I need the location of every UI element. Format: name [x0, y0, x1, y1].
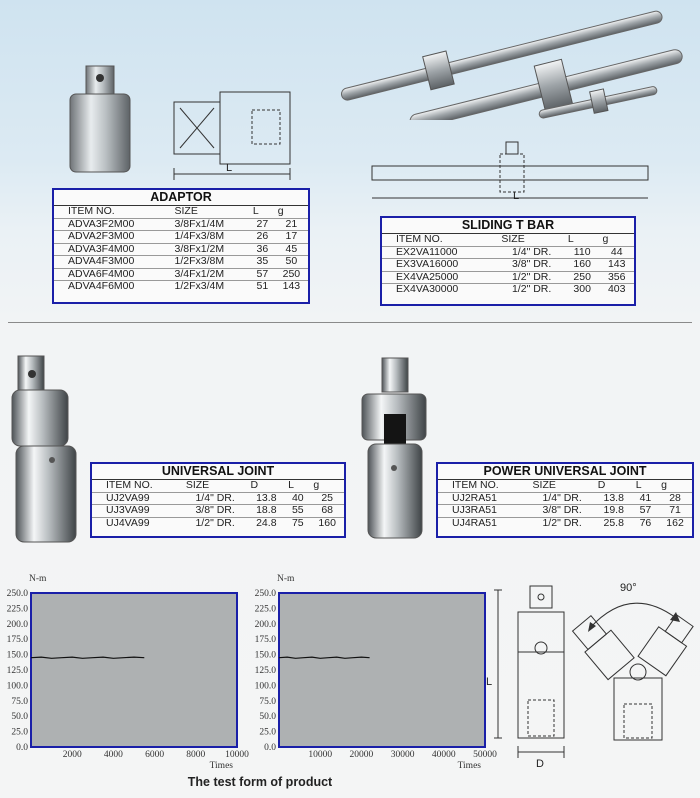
item-no: ADVA3F2M00	[54, 218, 171, 231]
y-tick-label: 200.0	[254, 619, 276, 630]
x-tick-label: 40000	[431, 750, 456, 760]
chart-plot-area	[31, 593, 237, 747]
col-l: L	[252, 205, 259, 217]
diameter: 24.8	[247, 517, 285, 529]
col-item-no: ITEM NO.	[68, 205, 115, 217]
weight: 44	[599, 246, 634, 259]
weight: 17	[275, 231, 308, 244]
item-no: EX4VA25000	[382, 271, 498, 284]
length: 41	[633, 492, 658, 505]
adaptor-title: ADAPTOR	[54, 190, 308, 206]
table-row	[92, 492, 344, 505]
size: 3/8" DR.	[498, 259, 565, 272]
table-row	[54, 256, 308, 269]
y-tick-label: 125.0	[6, 666, 28, 676]
item-no: ADVA4F6M00	[54, 281, 171, 293]
y-tick-label: 200.0	[6, 619, 28, 630]
y-tick-label: 0.0	[264, 743, 276, 753]
sliding-t-bar-diagram	[368, 138, 653, 204]
weight: 162	[658, 517, 692, 529]
table-row	[438, 505, 692, 518]
item-no: ADVA6F4M00	[54, 268, 171, 281]
x-axis-label: Times	[209, 761, 233, 771]
weight: 160	[310, 517, 344, 529]
adaptor-photo	[60, 60, 140, 180]
length: 27	[250, 218, 275, 231]
diameter: 13.8	[247, 492, 285, 505]
x-tick-label: 30000	[390, 750, 415, 760]
y-tick-label: 100.0	[6, 681, 28, 692]
length: 110	[565, 246, 600, 259]
item-no: EX2VA11000	[382, 246, 498, 259]
length: 55	[285, 505, 310, 518]
table-row	[438, 492, 692, 505]
size: 3/8Fx1/2M	[171, 243, 249, 256]
y-tick-label: 75.0	[11, 696, 28, 707]
universal-joint-diagram	[490, 582, 700, 772]
item-no: UJ2RA51	[438, 492, 530, 505]
diameter: 13.8	[595, 492, 633, 505]
item-no: UJ3VA99	[92, 505, 183, 518]
length: 51	[250, 281, 275, 293]
size: 1/2" DR.	[498, 284, 565, 296]
table-row	[382, 246, 634, 259]
power-universal-joint-photo	[354, 356, 434, 546]
y-tick-label: 150.0	[254, 650, 276, 661]
col-l: L	[288, 479, 295, 491]
x-tick-label: 2000	[62, 750, 82, 760]
y-tick-label: 50.0	[11, 712, 28, 723]
item-no: EX3VA16000	[382, 259, 498, 272]
table-row	[54, 231, 308, 244]
length: 160	[565, 259, 600, 272]
weight: 71	[658, 505, 692, 518]
length: 26	[250, 231, 275, 244]
table-row	[92, 505, 344, 518]
length: 76	[633, 517, 658, 529]
size: 1/2Fx3/8M	[171, 256, 249, 269]
size: 3/8" DR.	[183, 505, 248, 518]
power-universal-joint-title: POWER UNIVERSAL JOINT	[438, 464, 692, 480]
weight: 21	[275, 218, 308, 231]
item-no: ADVA2F3M00	[54, 231, 171, 244]
size: 1/4Fx3/8M	[171, 231, 249, 244]
col-d: D	[597, 479, 606, 491]
size: 3/8" DR.	[530, 505, 595, 518]
y-tick-label: 50.0	[259, 712, 276, 723]
diameter: 18.8	[247, 505, 285, 518]
universal-joint-table	[90, 462, 346, 538]
joint-length-label: L	[486, 676, 493, 688]
x-tick-label: 20000	[349, 750, 374, 760]
item-no: EX4VA30000	[382, 284, 498, 296]
size: 1/2" DR.	[498, 271, 565, 284]
weight: 403	[599, 284, 634, 296]
table-row	[54, 243, 308, 256]
caption: The test form of product	[187, 775, 333, 789]
size: 1/2" DR.	[530, 517, 595, 529]
col-size: SIZE	[501, 233, 525, 245]
torque-test-chart-2	[248, 566, 498, 776]
weight: 143	[599, 259, 634, 272]
item-no: UJ4VA99	[92, 517, 183, 529]
adaptor-length-label: L	[226, 162, 233, 174]
col-g: g	[277, 205, 284, 217]
y-tick-label: 250.0	[6, 589, 28, 599]
col-size: SIZE	[185, 479, 210, 491]
table-row	[54, 268, 308, 281]
col-item-no: ITEM NO.	[396, 233, 443, 245]
item-no: UJ3RA51	[438, 505, 530, 518]
table-row	[438, 517, 692, 529]
power-universal-joint-table	[436, 462, 694, 538]
joint-diameter-label: D	[536, 758, 544, 770]
col-size: SIZE	[174, 205, 198, 217]
x-tick-label: 6000	[145, 750, 165, 760]
col-g: g	[602, 233, 609, 245]
table-row	[92, 517, 344, 529]
length: 40	[285, 492, 310, 505]
size: 1/2" DR.	[183, 517, 248, 529]
y-tick-label: 225.0	[6, 604, 28, 615]
weight: 50	[275, 256, 308, 269]
col-item-no: ITEM NO.	[106, 479, 153, 491]
x-tick-label: 10000	[308, 750, 333, 760]
table-row	[54, 218, 308, 231]
universal-joint-photo	[2, 350, 94, 550]
sliding-t-bar-title: SLIDING T BAR	[382, 218, 634, 234]
y-tick-label: 150.0	[6, 650, 28, 661]
length: 300	[565, 284, 600, 296]
size: 1/2Fx3/4M	[171, 281, 249, 293]
size: 3/4Fx1/2M	[171, 268, 249, 281]
y-tick-label: 75.0	[259, 696, 276, 707]
size: 1/4" DR.	[498, 246, 565, 259]
weight: 45	[275, 243, 308, 256]
y-tick-label: 175.0	[6, 635, 28, 646]
joint-angle-label: 90°	[620, 582, 637, 594]
x-tick-label: 8000	[186, 750, 206, 760]
size: 3/8Fx1/4M	[171, 218, 249, 231]
table-row	[382, 271, 634, 284]
adaptor-table	[52, 188, 310, 304]
col-g: g	[313, 479, 320, 491]
torque-test-chart-1	[0, 566, 250, 776]
y-tick-label: 225.0	[254, 604, 276, 615]
length: 57	[250, 268, 275, 281]
x-tick-label: 10000	[225, 750, 249, 760]
weight: 25	[310, 492, 344, 505]
col-size: SIZE	[532, 479, 556, 491]
y-tick-label: 250.0	[254, 589, 276, 599]
length: 57	[633, 505, 658, 518]
y-tick-label: 125.0	[254, 666, 276, 676]
length: 36	[250, 243, 275, 256]
length: 250	[565, 271, 600, 284]
y-axis-label: N-m	[29, 574, 47, 584]
item-no: ADVA4F3M00	[54, 256, 171, 269]
item-no: UJ2VA99	[92, 492, 183, 505]
y-tick-label: 0.0	[16, 743, 28, 753]
col-item-no: ITEM NO.	[452, 479, 499, 491]
universal-joint-title: UNIVERSAL JOINT	[92, 464, 344, 480]
weight: 28	[658, 492, 692, 505]
x-tick-label: 50000	[473, 750, 497, 760]
chart-plot-area	[279, 593, 485, 747]
weight: 143	[275, 281, 308, 293]
length: 75	[285, 517, 310, 529]
diameter: 25.8	[595, 517, 633, 529]
y-tick-label: 175.0	[254, 635, 276, 646]
x-axis-label: Times	[457, 761, 481, 771]
t-bar-length-label: L	[513, 190, 520, 202]
y-tick-label: 25.0	[259, 727, 276, 738]
y-tick-label: 100.0	[254, 681, 276, 692]
y-tick-label: 25.0	[11, 727, 28, 738]
weight: 356	[599, 271, 634, 284]
size: 1/4" DR.	[530, 492, 595, 505]
col-d: D	[250, 479, 259, 491]
table-row	[54, 281, 308, 293]
col-l: L	[567, 233, 574, 245]
x-tick-label: 4000	[103, 750, 123, 760]
y-axis-label: N-m	[277, 574, 295, 584]
col-l: L	[635, 479, 642, 491]
adaptor-diagram	[168, 84, 318, 184]
section-divider	[8, 322, 692, 323]
item-no: ADVA3F4M00	[54, 243, 171, 256]
table-row	[382, 259, 634, 272]
sliding-t-bar-table	[380, 216, 636, 306]
size: 1/4" DR.	[183, 492, 248, 505]
weight: 68	[310, 505, 344, 518]
col-g: g	[661, 479, 667, 491]
weight: 250	[275, 268, 308, 281]
sliding-t-bar-photo	[330, 8, 690, 120]
item-no: UJ4RA51	[438, 517, 530, 529]
diameter: 19.8	[595, 505, 633, 518]
table-row	[382, 284, 634, 296]
length: 35	[250, 256, 275, 269]
